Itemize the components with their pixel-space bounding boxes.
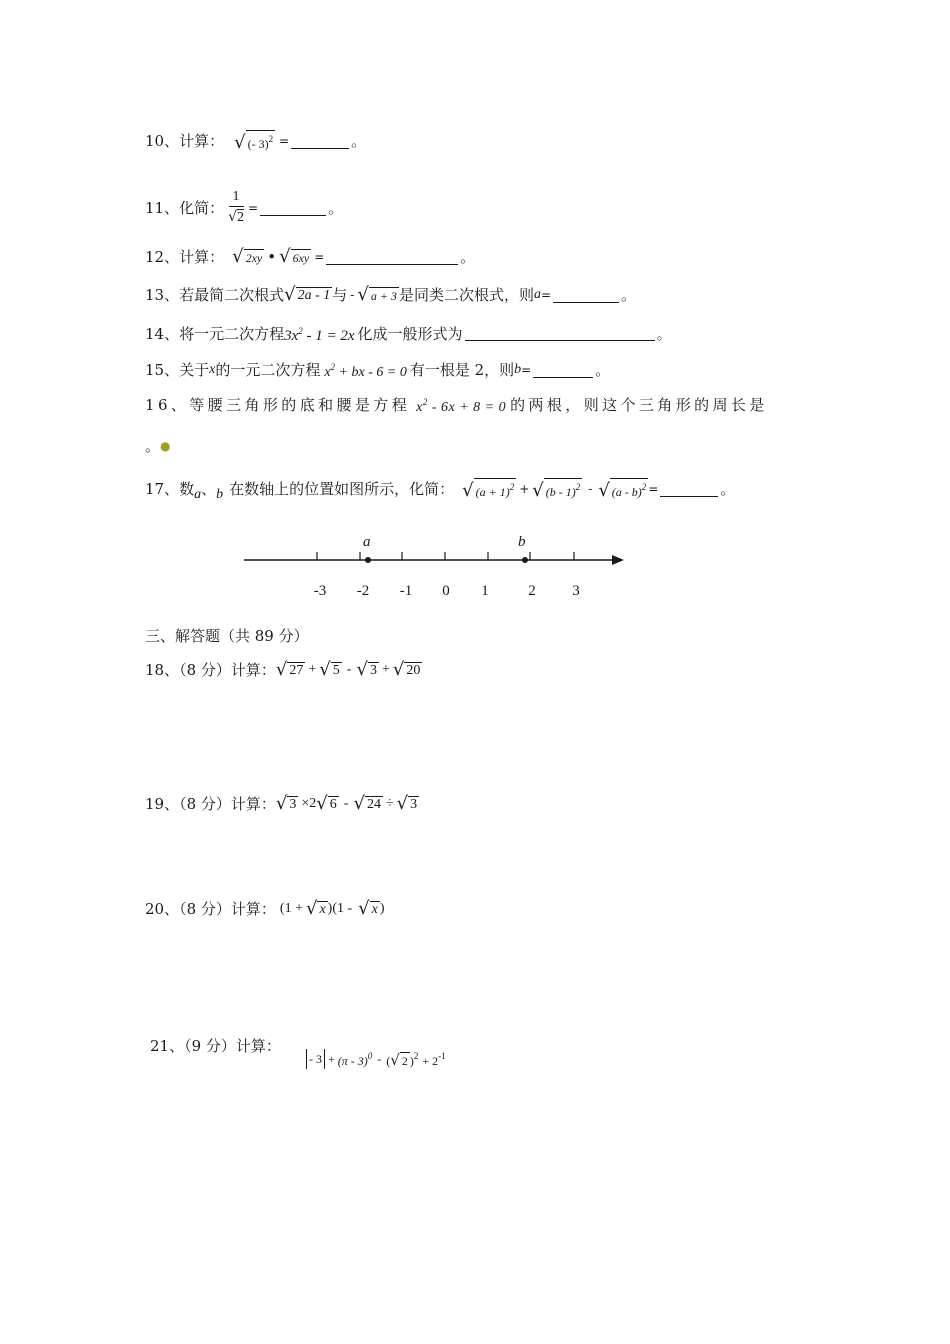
q11-eq: =	[248, 201, 259, 215]
q10-end: 。	[351, 132, 367, 150]
q18-radical-4: √ 20	[392, 659, 421, 680]
q21-pi-term: (π - 3)$^0$	[337, 1051, 373, 1068]
q18-radical-2: √ 5	[319, 659, 340, 680]
sqrt-icon: √	[275, 659, 288, 680]
q15-eq: =	[521, 363, 532, 377]
q18-op1: +	[308, 662, 317, 677]
number-line-tick-label: 3	[572, 583, 580, 599]
q17-sep: 、	[201, 480, 217, 498]
sqrt-icon: √	[234, 132, 246, 153]
q11-end: 。	[328, 199, 344, 217]
q21-label: 21、（9 分）计算：	[150, 1037, 281, 1055]
q15-text-1: 的一元二次方程	[215, 361, 321, 379]
question-21-expression	[306, 1046, 446, 1071]
q16-label: 16、等腰三角形的底和腰是方程	[145, 396, 411, 414]
q19-op2: -	[343, 796, 349, 811]
sqrt-icon: √	[598, 480, 610, 501]
sqrt-icon: √	[532, 480, 544, 501]
q10-label: 10、计算：	[145, 132, 225, 150]
q17-eq: =	[648, 482, 659, 496]
q14-text-2: 化成一般形式为	[357, 324, 463, 343]
q13-answer-blank[interactable]	[553, 288, 619, 303]
q18-op2: -	[346, 662, 352, 677]
point-b-label: b	[518, 534, 526, 550]
q10-eq: =	[279, 134, 290, 148]
question-17	[145, 478, 735, 500]
q15-label: 15、关于	[145, 361, 210, 379]
q21-sqrt-term: ( √ 2 )$^2$	[386, 1051, 419, 1069]
q14-equation: $3x^2 - 1 = 2x$	[284, 326, 355, 344]
question-19	[145, 794, 419, 814]
q15-var: x	[209, 362, 216, 377]
sqrt-icon: √	[305, 898, 318, 919]
q20-label: 20、（8 分）计算：	[145, 900, 276, 918]
q21-minus: -	[377, 1051, 382, 1066]
number-line-figure	[238, 528, 638, 608]
q11-answer-blank[interactable]	[260, 201, 326, 216]
q13-minus: -	[350, 288, 355, 302]
sqrt-icon: √	[284, 284, 296, 305]
question-16-cont	[145, 436, 171, 456]
sqrt-icon: √	[358, 898, 370, 919]
q19-radical-2: √ 6	[316, 793, 337, 814]
sqrt-icon: √	[390, 1051, 400, 1069]
sqrt-icon: √	[392, 659, 405, 680]
q10-exp: 2	[268, 134, 274, 144]
q13-text-1: 二次根式	[224, 286, 285, 304]
q13-var: a	[533, 287, 541, 302]
sqrt-icon: √	[228, 209, 238, 225]
q21-power-term: + $2^{-1}$	[422, 1051, 446, 1068]
number-line-tick-label: 1	[481, 583, 489, 599]
number-line-tick-label: -3	[313, 583, 327, 599]
question-13	[145, 285, 636, 305]
q13-end: 。	[621, 286, 637, 304]
q14-label: 14、将一元二次方程	[145, 324, 285, 343]
q19-radical-1: √ 3	[275, 793, 297, 814]
q21-abs: - 3	[306, 1049, 325, 1069]
q18-radical-3: √ 3	[356, 659, 377, 680]
decorative-dot: ●	[160, 439, 171, 453]
q13-radical-1: √ 2a - 1	[284, 284, 331, 305]
q10-radical	[234, 130, 275, 152]
q13-text-3: 是同类二次根式，则	[398, 286, 534, 304]
sqrt-icon: √	[316, 793, 328, 814]
q17-end: 。	[720, 480, 736, 498]
q17-plus: +	[519, 482, 530, 496]
q12-dot: •	[267, 248, 277, 266]
number-line-tick-label: 2	[528, 583, 536, 599]
arrow-right-icon	[612, 555, 624, 565]
number-line-tick-label: 0	[442, 583, 450, 599]
q18-op3: +	[381, 662, 390, 677]
q18-label: 18、（8 分）计算：	[145, 661, 276, 679]
question-11	[145, 188, 343, 228]
sqrt-icon: √	[396, 793, 409, 814]
q13-radical-2: √ a + 3	[357, 284, 397, 305]
point-a	[365, 557, 371, 563]
point-b	[522, 557, 528, 563]
q16-text-3: 两根，则这个三角形的周长是	[528, 396, 768, 414]
question-21	[150, 1036, 281, 1056]
q17-label: 17、数	[145, 480, 195, 498]
q17-text-1: 在数轴上的位置如图所示，化简：	[229, 480, 455, 498]
q18-radical-1: √ 27	[275, 659, 304, 680]
q13-text-2: 与	[332, 286, 348, 304]
sqrt-icon: √	[353, 793, 365, 814]
q17-answer-blank[interactable]	[660, 482, 718, 497]
q20-radical-1: √ x	[305, 898, 326, 919]
point-a-label: a	[363, 534, 371, 550]
q15-equation: $x^2$ + bx - 6 = 0	[324, 362, 407, 380]
q19-op3: ÷	[385, 796, 394, 811]
sqrt-icon: √	[357, 284, 369, 305]
q12-label: 12、计算：	[145, 248, 225, 266]
q10-expr: (- 3)	[247, 137, 269, 151]
q16-equation: $x^2 - 6x + 8 = 0$	[416, 397, 507, 415]
question-12	[145, 247, 475, 267]
q12-radical-2: √ 6xy	[279, 246, 310, 267]
sqrt-icon: √	[232, 246, 244, 267]
question-14	[145, 321, 672, 346]
q14-end: 。	[656, 324, 672, 343]
q10-answer-blank[interactable]	[291, 134, 349, 149]
q16-cont: 。	[145, 437, 161, 455]
q21-plus-1: +	[328, 1051, 335, 1066]
q13-eq: =	[540, 288, 552, 302]
number-line-tick-label: -2	[356, 583, 370, 599]
question-15	[145, 357, 610, 383]
q15-end: 。	[595, 361, 611, 379]
q20-part-1: (1 +	[279, 901, 303, 916]
q19-op1: ×2	[301, 796, 317, 811]
q15-text-2: 有一根是 2，则	[409, 361, 515, 379]
sqrt-icon: √	[462, 480, 474, 501]
q11-numerator: 1	[229, 188, 244, 207]
section-3-title-text: 三、解答题（共 89 分）	[145, 627, 309, 645]
question-18	[145, 660, 422, 680]
q20-radical-2: √ x	[358, 898, 378, 919]
q19-label: 19、（8 分）计算：	[145, 795, 276, 813]
q19-radical-3: √ 24	[353, 793, 381, 814]
sqrt-icon: √	[356, 659, 368, 680]
q11-label: 11、化简：	[145, 199, 225, 217]
q11-fraction	[228, 188, 244, 228]
q14-answer-blank[interactable]	[465, 326, 655, 341]
q15-var2: b	[514, 362, 522, 377]
sqrt-icon: √	[319, 659, 331, 680]
q17-minus: -	[588, 482, 593, 496]
q16-text-2: 的	[510, 396, 529, 414]
q17-radical-2: √ (b - 1)$^2$	[532, 480, 581, 501]
q17-radical-3: √ (a - b)$^2$	[598, 480, 647, 501]
q12-eq: =	[314, 250, 325, 264]
q12-radical-1: √ 2xy	[232, 246, 263, 267]
q13-label: 13、若最简	[145, 286, 225, 304]
question-20	[145, 899, 385, 919]
q12-end: 。	[460, 248, 476, 266]
sqrt-icon: √	[279, 246, 291, 267]
q15-answer-blank[interactable]	[533, 363, 593, 378]
q17-radical-1: √ $(a + 1)^2$	[462, 480, 515, 501]
q20-part-3: )	[379, 901, 385, 916]
q19-radical-4: √ 3	[396, 793, 418, 814]
section-3-title	[145, 626, 309, 646]
q11-denominator: 2	[237, 210, 245, 225]
q12-answer-blank[interactable]	[326, 250, 458, 265]
q17-a: a	[194, 487, 202, 502]
question-16	[145, 392, 768, 418]
q20-part-2: )(1 -	[327, 901, 353, 916]
question-10	[145, 130, 366, 152]
number-line-tick-label: -1	[399, 583, 413, 599]
q17-b: b	[216, 487, 224, 502]
sqrt-icon: √	[275, 793, 288, 814]
